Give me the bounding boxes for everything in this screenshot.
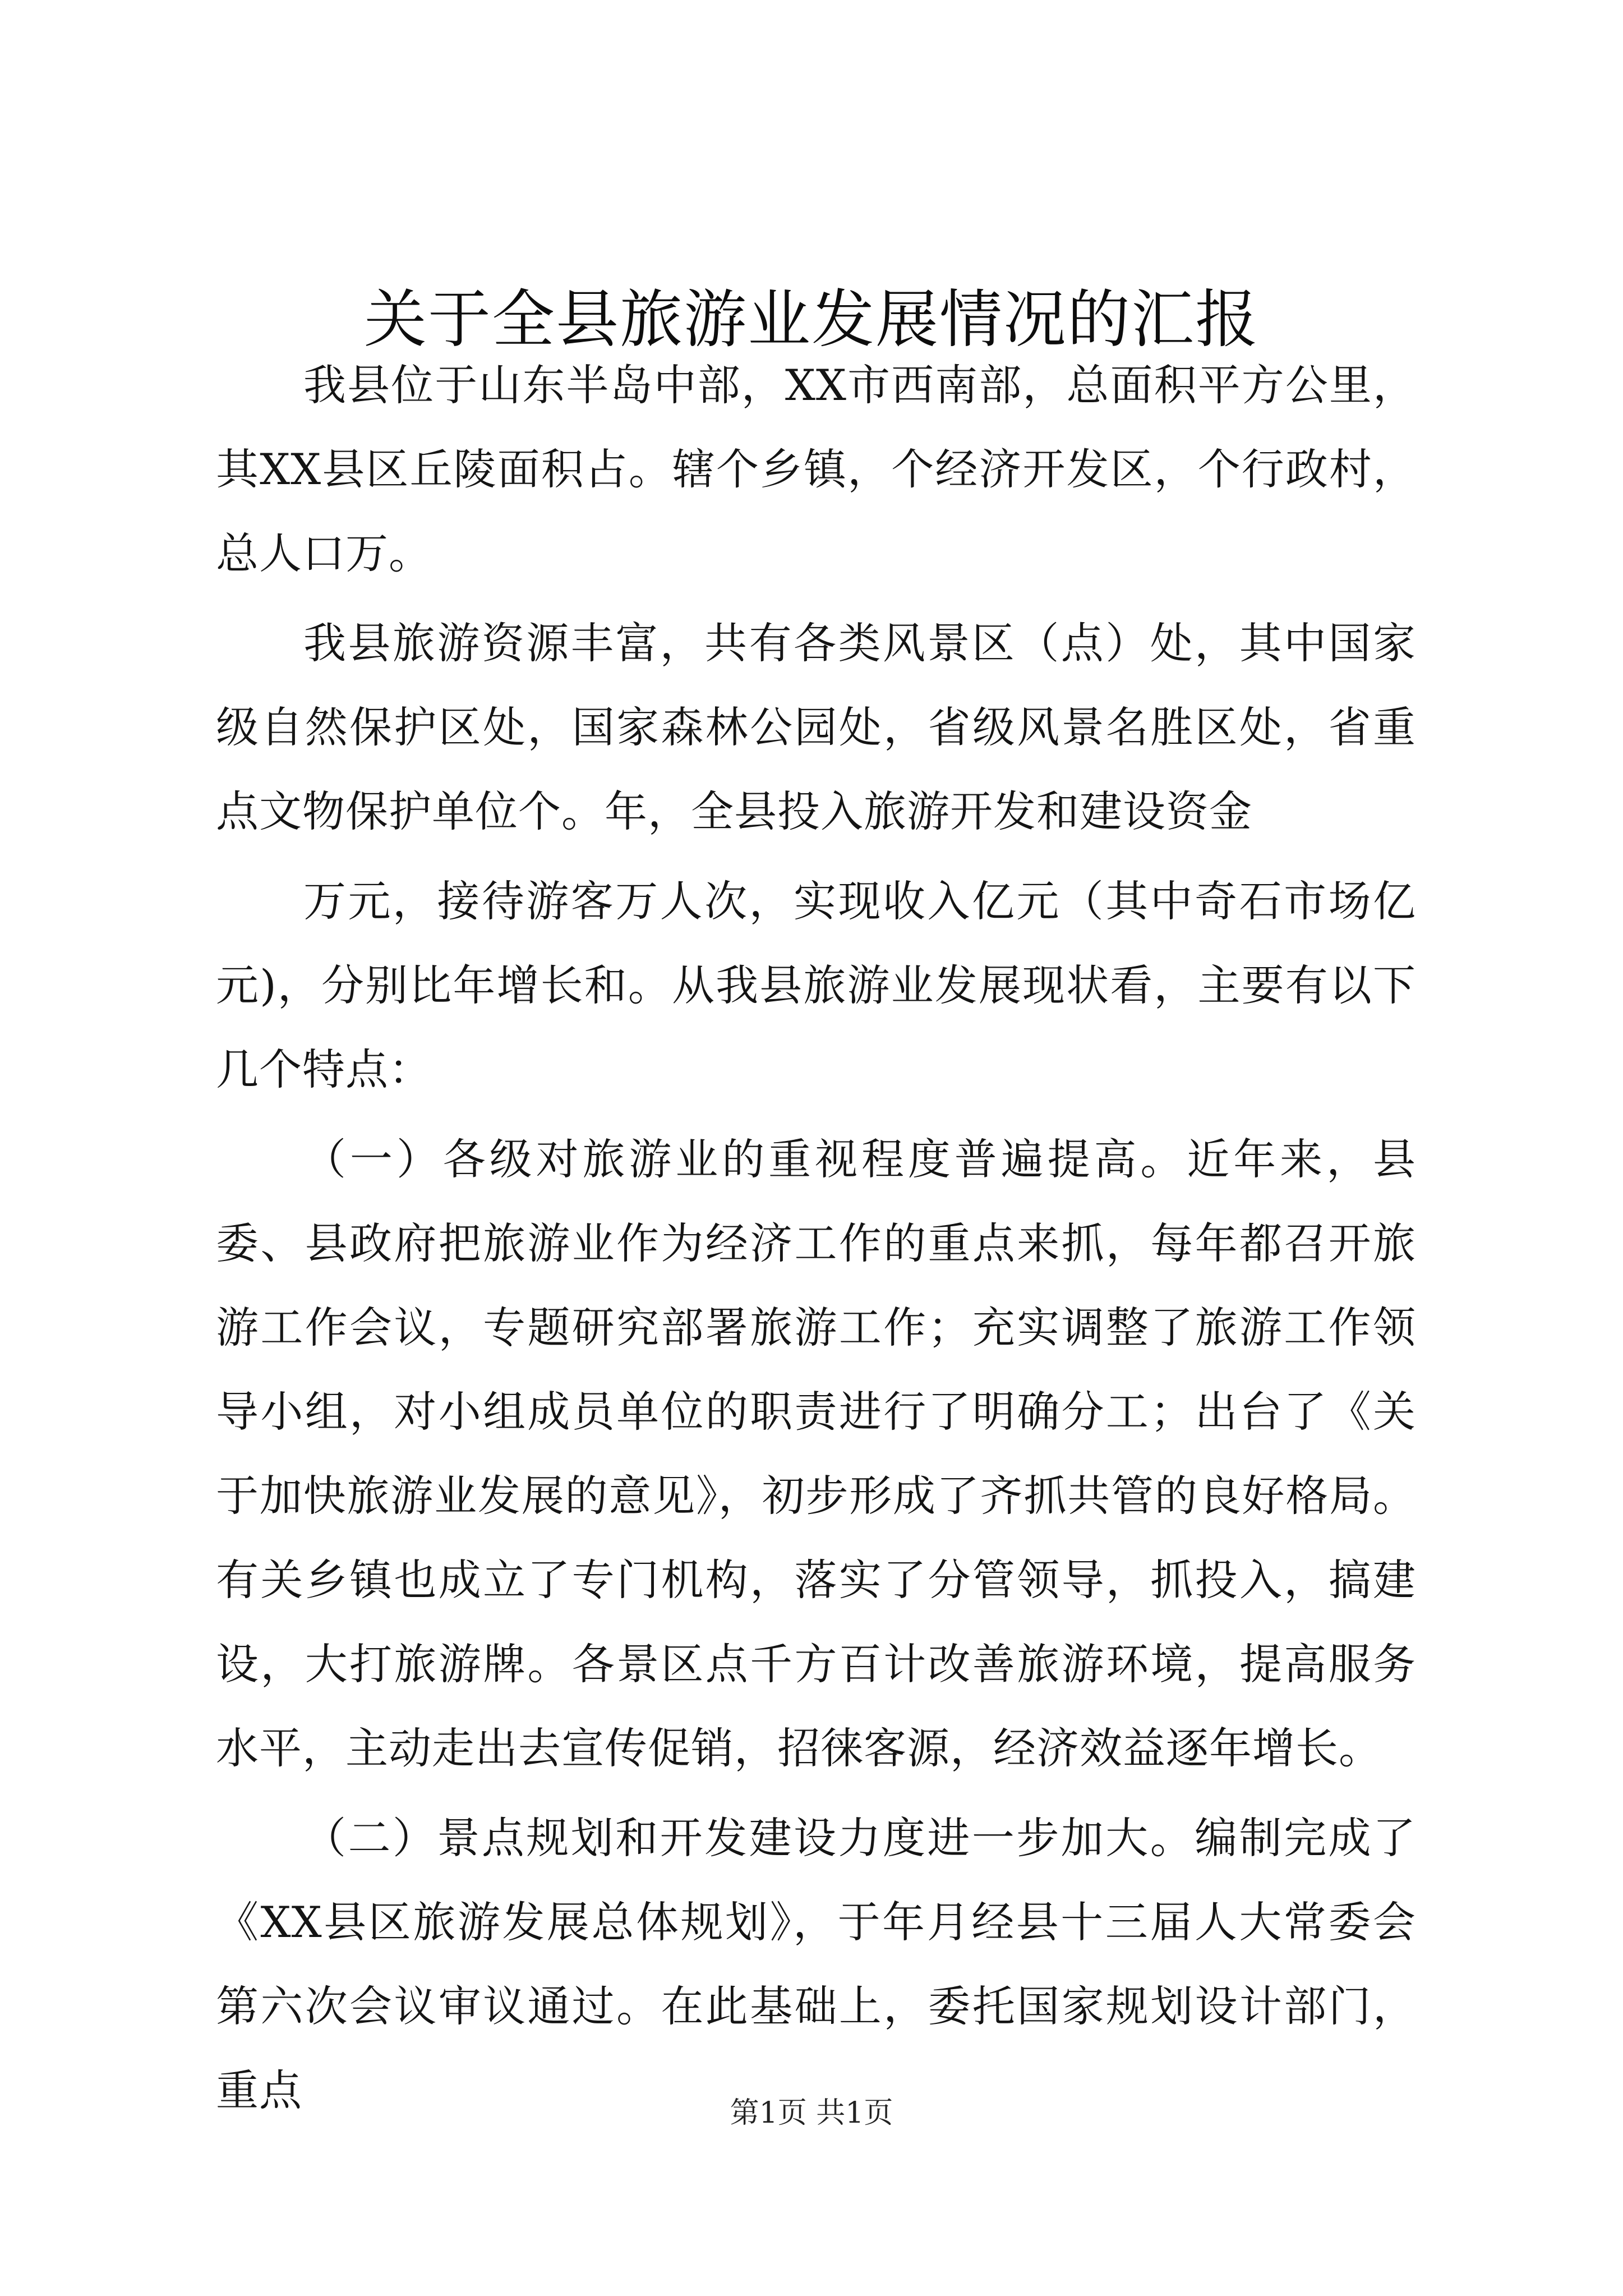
paragraph-overview: 我县位于山东半岛中部，XX市西南部，总面积平方公里，其XX县区丘陵面积占。辖个乡镇，个经济开发区，个行政村，总人口万。: [216, 360, 1416, 578]
paragraph-reception: 万元，接待游客万人次，实现收入亿元（其中奇石市场亿元)，分别比年增长和。从我县旅游业发展现状看，主要有以下几个特点：: [216, 876, 1416, 1094]
page-footer: 第1页 共1页: [730, 2096, 893, 2130]
paragraph-point-one: （一）各级对旅游业的重视程度普遍提高。近年来，县委、县政府把旅游业作为经济工作的重点来抓，每年都召开旅游工作会议，专题研究部署旅游工作；充实调整了旅游工作领导小组，对小组成员单位的职责进行了明确分工；出台了《关于加快旅游业发展的意见》，初步形成了齐抓共管的良好格局。有关乡镇也成立了专门机构，落实了分管领导，抓投入，搞建设，大打旅游牌。各景区点千方百计改善旅游环境，提高服务水平，主动走出去宣传促销，招徕客源，经济效益逐年增长。: [216, 1134, 1416, 1773]
document-body: [216, 343, 1416, 2133]
paragraph-resources: 我县旅游资源丰富，共有各类风景区（点）处，其中国家级自然保护区处，国家森林公园处，省级风景名胜区处，省重点文物保护单位个。年，全县投入旅游开发和建设资金: [216, 618, 1416, 836]
document-title: 关于全县旅游业发展情况的汇报: [364, 283, 1259, 356]
paragraph-point-two: （二）景点规划和开发建设力度进一步加大。编制完成了《XX县区旅游发展总体规划》，于年月经县十三届人大常委会第六次会议审议通过。在此基础上，委托国家规划设计部门，重点: [216, 1813, 1416, 2115]
